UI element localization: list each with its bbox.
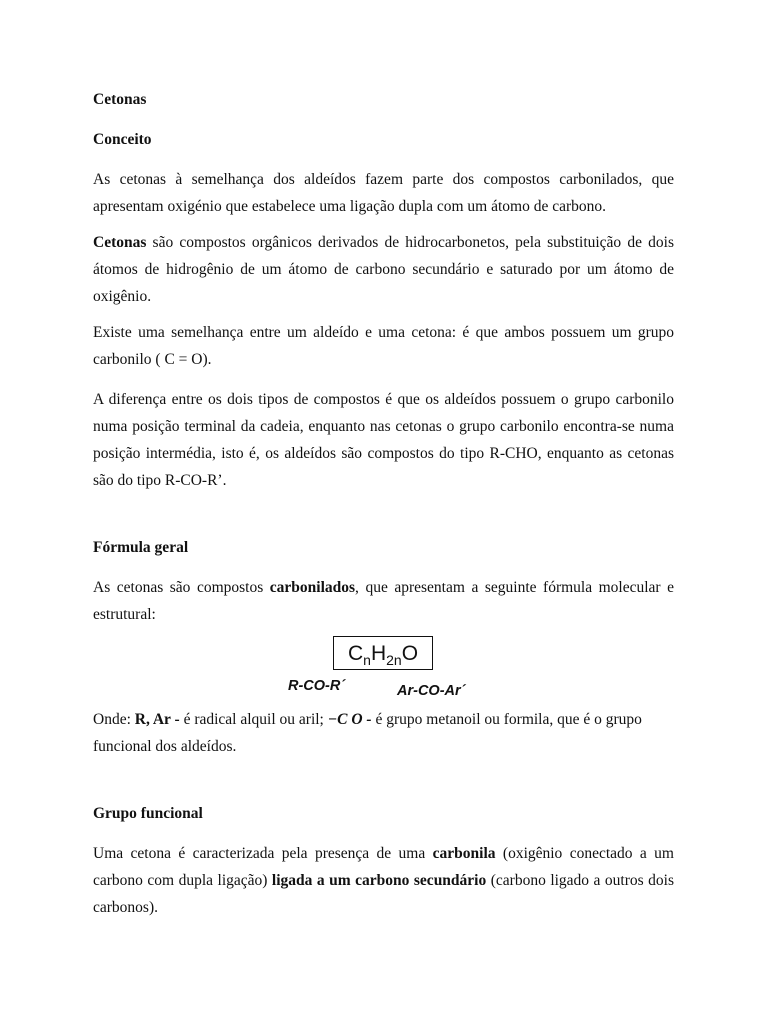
- structural-formulas: [93, 676, 674, 706]
- section-heading-grupo-funcional: Grupo funcional: [93, 805, 203, 822]
- paragraph: Uma cetona é caracterizada pela presença de uma carbonila (oxigênio conectado a um carbono com dupla ligação) ligada a um carbono secundário (carbono ligado a outros dois carbonos).: [93, 845, 674, 916]
- paragraph: As cetonas à semelhança dos aldeídos fazem parte dos compostos carbonilados, que apresentam oxigénio que estabelece uma ligação dupla com um átomo de carbono.: [93, 171, 674, 215]
- functional-group-symbol: −C O -: [327, 711, 372, 728]
- section-heading-conceito: Conceito: [93, 131, 152, 148]
- bold-term: carbonilados: [269, 579, 356, 596]
- paragraph: A diferença entre os dois tipos de compostos é que os aldeídos possuem o grupo carbonilo numa posição terminal da cadeia, enquanto nas cetonas o grupo carbonilo encontra-se numa posição intermédia, isto é, os aldeídos são compostos do tipo R-CHO, enquanto as cetonas são do tipo R-CO-R’.: [93, 391, 674, 489]
- paragraph-text: são compostos orgânicos derivados de hidrocarbonetos, pela substituição de dois átomos de hidrogênio de um átomo de carbono secundário e saturado por um átomo de oxigênio.: [93, 234, 674, 305]
- paragraph: [93, 574, 674, 628]
- paragraph-onde: Onde: R, Ar - é radical alquil ou aril; −C O - é grupo metanoil ou formila, que é o grupo funcional dos aldeídos.: [93, 711, 642, 755]
- bold-term: carbonila: [432, 845, 496, 862]
- document-body: [93, 86, 674, 921]
- paragraph-text: As cetonas são compostos: [93, 579, 270, 596]
- bold-term: R, Ar -: [134, 711, 180, 728]
- structural-formula-aryl: Ar-CO-Ar´: [397, 683, 466, 699]
- section-heading-formula-geral: Fórmula geral: [93, 539, 189, 556]
- structural-formula-alkyl: R-CO-R´: [288, 678, 346, 694]
- bold-term: Cetonas: [93, 234, 147, 251]
- paragraph: [93, 229, 674, 310]
- bold-term: ligada a um carbono secundário: [271, 872, 487, 889]
- paragraph-text: , que apresentam a seguinte fórmula molecular e estrutural:: [93, 579, 675, 623]
- paragraph: Existe uma semelhança entre um aldeído e uma cetona: é que ambos possuem um grupo carbonilo ( C = O).: [93, 324, 674, 368]
- document-title: Cetonas: [93, 91, 147, 108]
- molecular-formula-box: $C_nH_{2n}O$: [333, 636, 433, 670]
